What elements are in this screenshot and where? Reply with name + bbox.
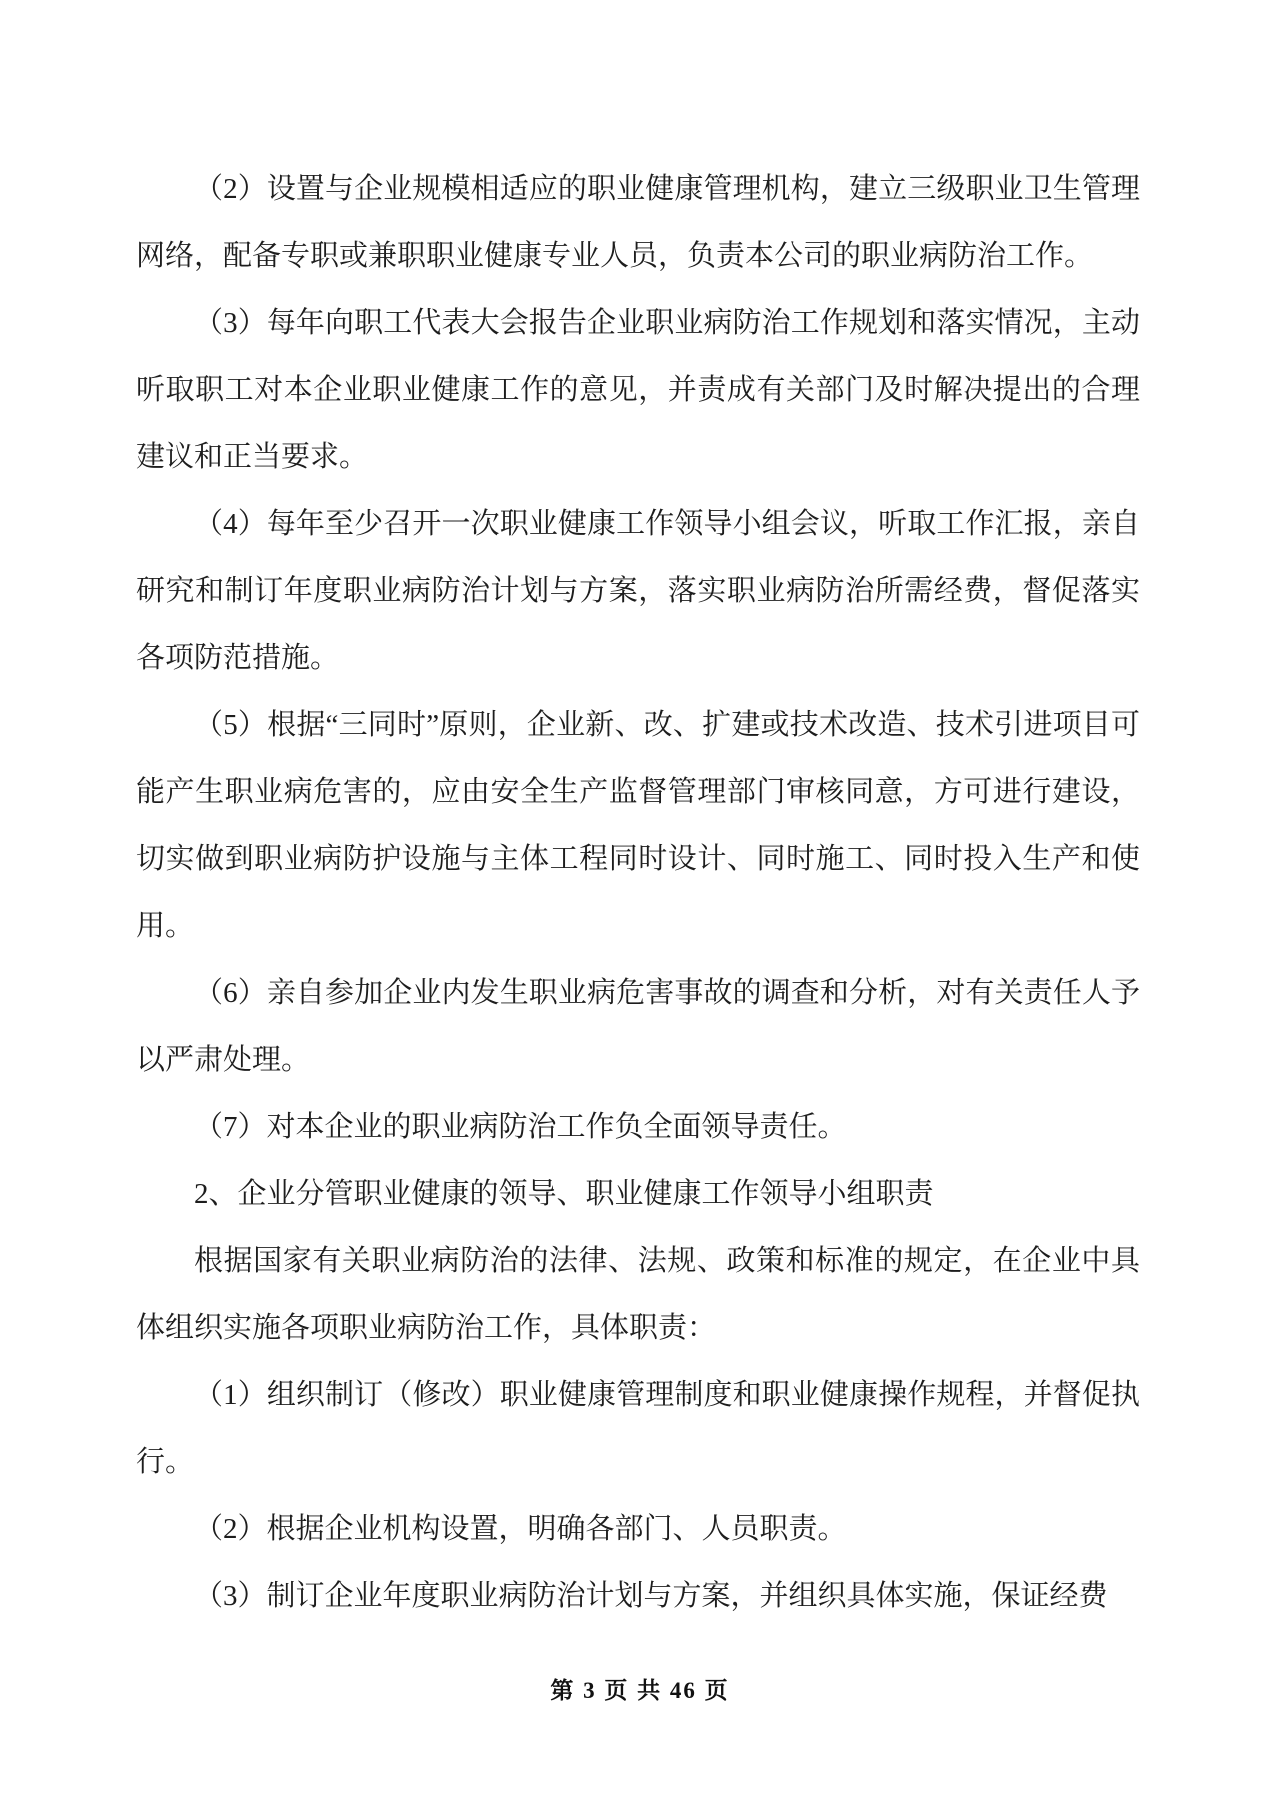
paragraph: （6）亲自参加企业内发生职业病危害事故的调查和分析，对有关责任人予以严肃处理。 — [136, 977, 1140, 1076]
paragraph: （2）根据企业机构设置，明确各部门、人员职责。 — [194, 1513, 847, 1545]
paragraph: （7）对本企业的职业病防治工作负全面领导责任。 — [194, 1111, 847, 1143]
document-body — [136, 156, 1140, 1630]
page-number-label: 第 3 页 共 46 页 — [550, 1678, 730, 1703]
paragraph: 根据国家有关职业病防治的法律、法规、政策和标准的规定，在企业中具体组织实施各项职业病防治工作，具体职责： — [136, 1245, 1140, 1344]
paragraph: （5）根据“三同时”原则，企业新、改、扩建或技术改造、技术引进项目可能产生职业病危害的，应由安全生产监督管理部门审核同意，方可进行建设，切实做到职业病防护设施与主体工程同时设计、同时施工、同时投入生产和使用。 — [136, 709, 1140, 942]
paragraph: （2）设置与企业规模相适应的职业健康管理机构，建立三级职业卫生管理网络，配备专职或兼职职业健康专业人员，负责本公司的职业病防治工作。 — [136, 173, 1140, 272]
paragraph: （1）组织制订（修改）职业健康管理制度和职业健康操作规程，并督促执行。 — [136, 1379, 1140, 1478]
paragraph: （4）每年至少召开一次职业健康工作领导小组会议，听取工作汇报，亲自研究和制订年度职业病防治计划与方案，落实职业病防治所需经费，督促落实各项防范措施。 — [136, 508, 1140, 674]
paragraph: （3）制订企业年度职业病防治计划与方案，并组织具体实施，保证经费 — [194, 1580, 1108, 1612]
paragraph: （3）每年向职工代表大会报告企业职业病防治工作规划和落实情况，主动听取职工对本企业职业健康工作的意见，并责成有关部门及时解决提出的合理建议和正当要求。 — [136, 307, 1140, 473]
page-footer — [0, 1672, 1280, 1705]
paragraph: 2、企业分管职业健康的领导、职业健康工作领导小组职责 — [194, 1178, 934, 1210]
